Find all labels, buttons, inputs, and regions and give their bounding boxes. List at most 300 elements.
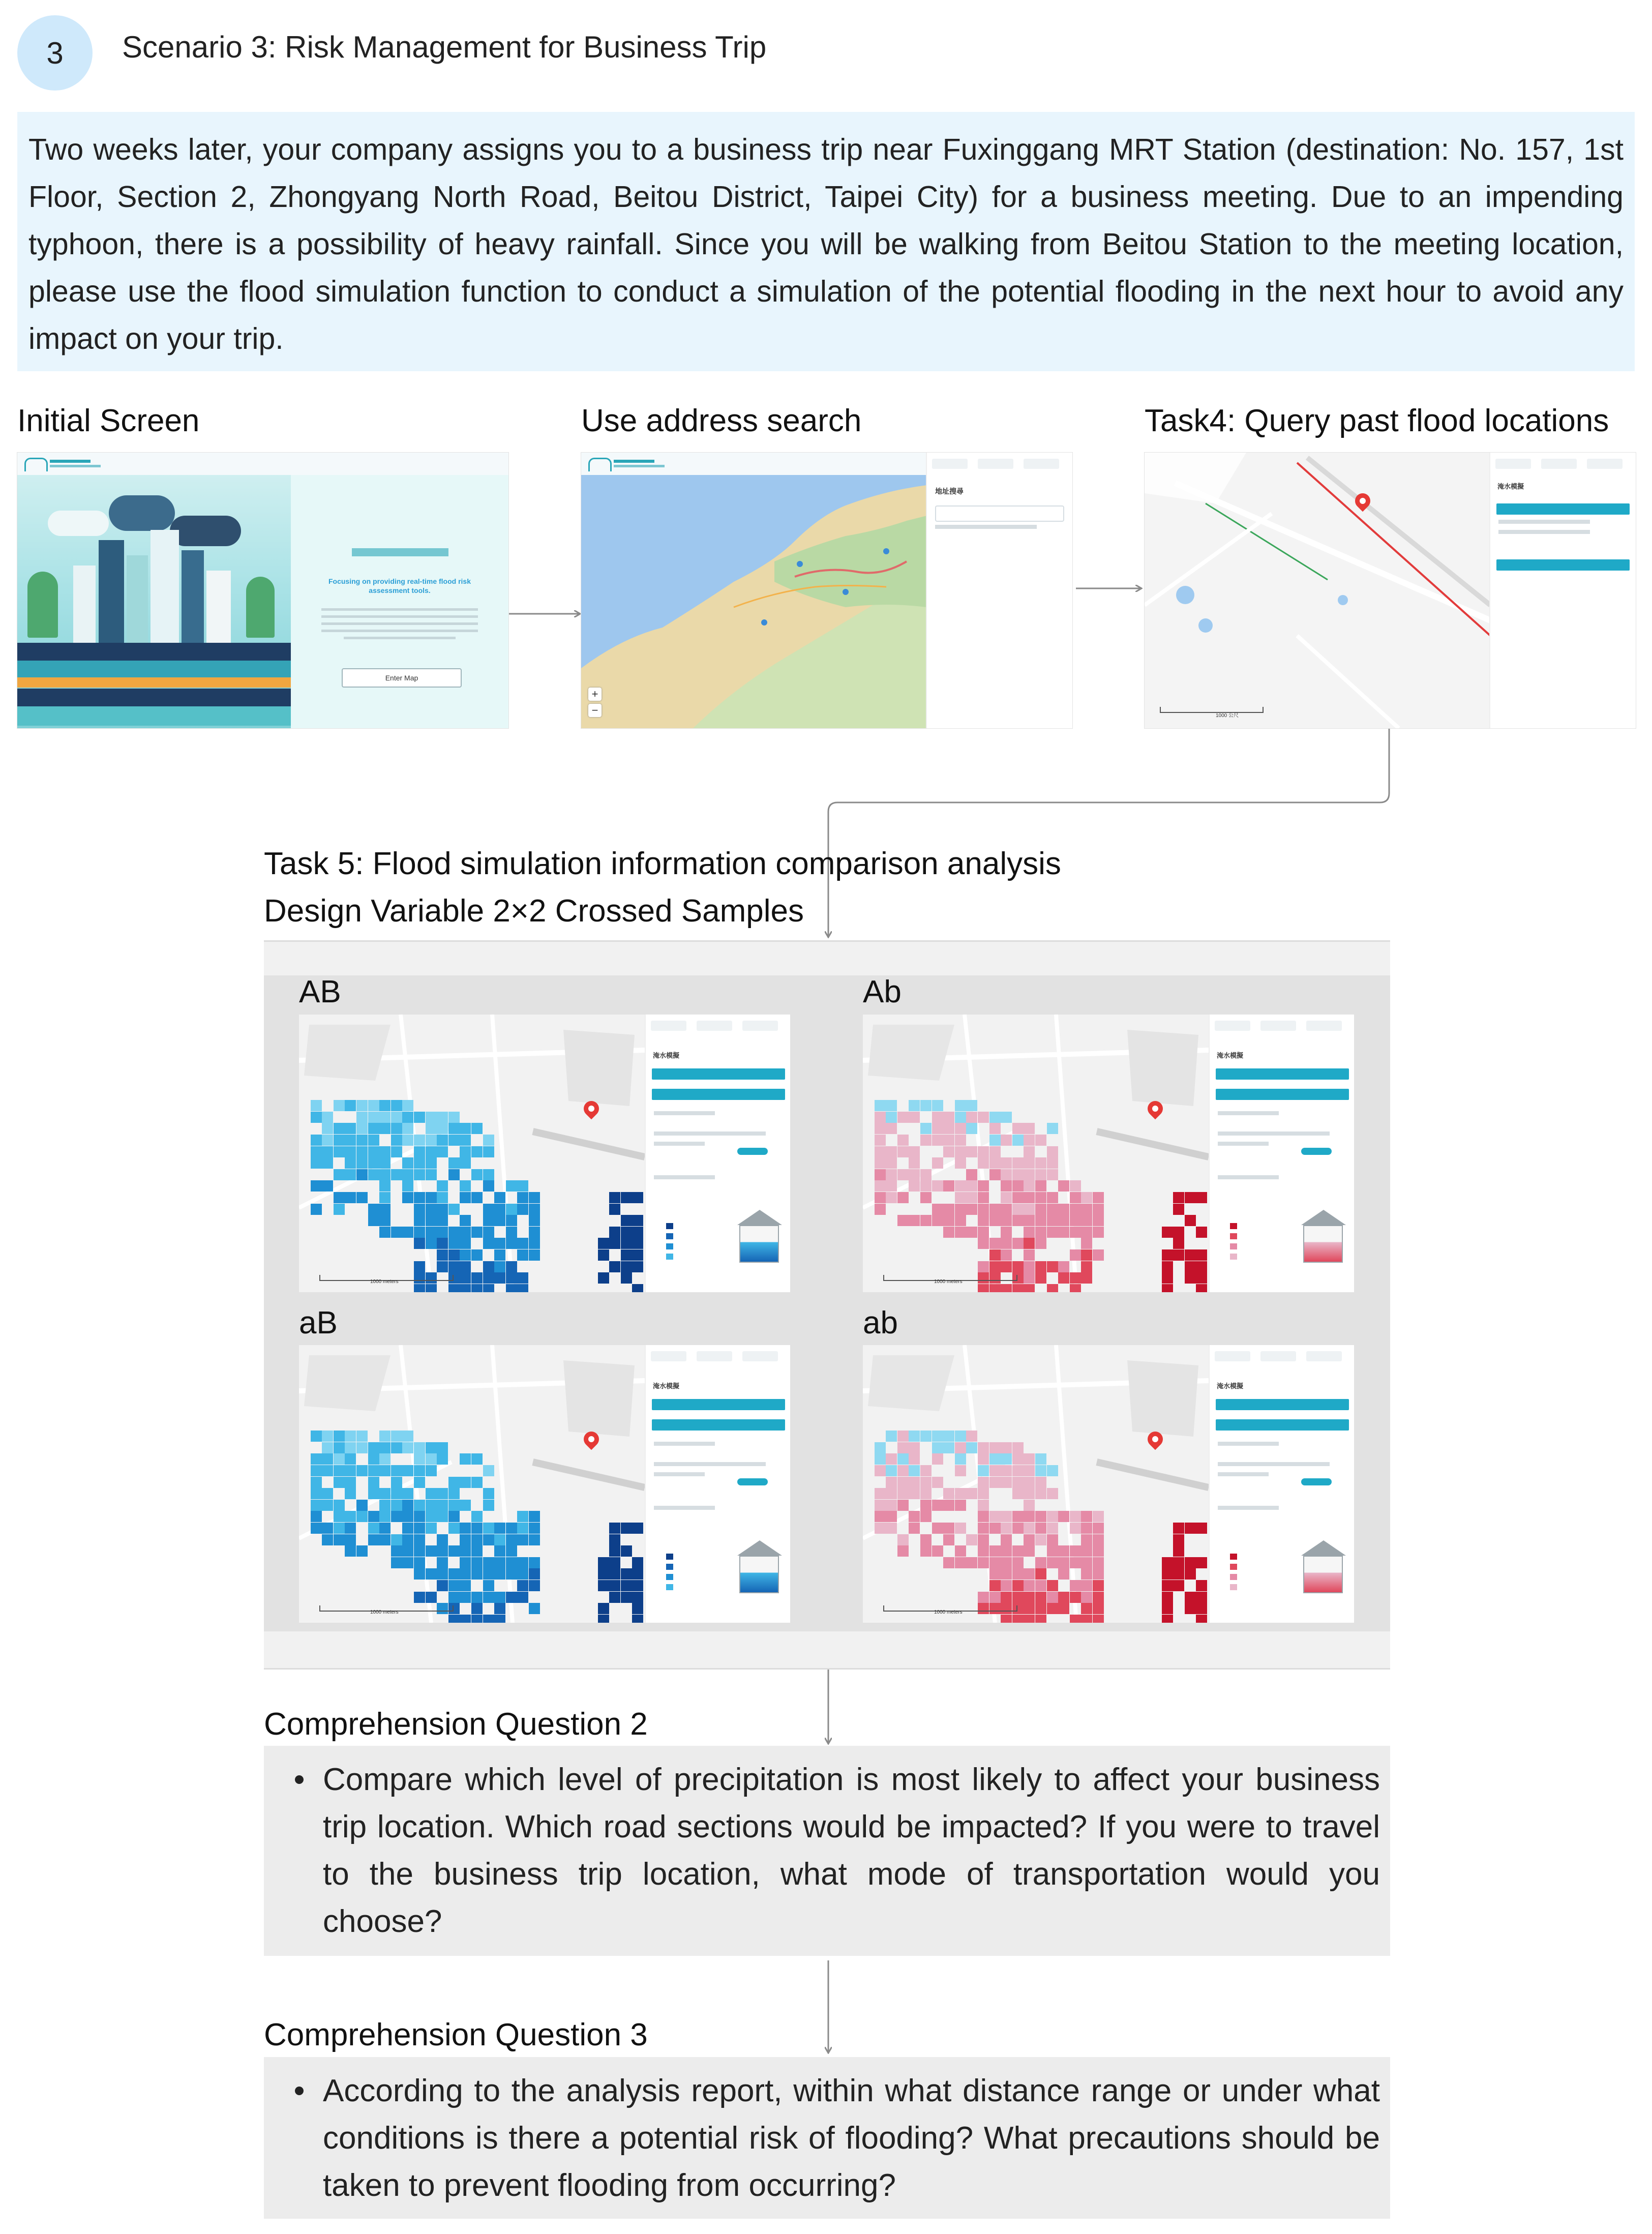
flood-cell: [391, 1534, 402, 1545]
flood-cell: [311, 1112, 322, 1123]
house-logo-icon: [588, 458, 612, 471]
flood-cell: [1196, 1557, 1207, 1568]
flood-cell: [494, 1192, 505, 1203]
flood-cell: [426, 1568, 437, 1580]
flood-cell: [1001, 1545, 1012, 1557]
flood-cell: [379, 1534, 391, 1545]
flood-cell: [955, 1465, 966, 1476]
flood-cell: [471, 1615, 483, 1623]
flood-cell: [437, 1534, 448, 1545]
flood-cell: [402, 1431, 413, 1442]
flood-cell: [311, 1146, 322, 1157]
flood-cell: [1012, 1238, 1024, 1249]
flood-cell: [517, 1568, 528, 1580]
flood-cell: [955, 1135, 966, 1146]
analysis-tab[interactable]: [742, 1351, 778, 1361]
flood-cell: [1081, 1523, 1092, 1534]
flood-cell: [1058, 1215, 1069, 1226]
flood-cell: [1093, 1603, 1104, 1614]
flood-cell: [460, 1180, 471, 1192]
flood-cell: [471, 1284, 483, 1292]
analysis-tab[interactable]: [742, 1021, 778, 1031]
flood-cell: [875, 1135, 886, 1146]
flood-cell: [494, 1568, 505, 1580]
flood-cell: [920, 1534, 932, 1545]
search-tab[interactable]: [1495, 459, 1531, 469]
flood-cell: [1035, 1169, 1046, 1180]
flood-cell: [517, 1580, 528, 1591]
flood-cell: [483, 1523, 494, 1534]
flood-cell: [886, 1523, 897, 1534]
flood-simulation-header[interactable]: [652, 1089, 785, 1100]
flood-cell: [460, 1545, 471, 1557]
flood-cell: [471, 1557, 483, 1568]
flood-cell: [1024, 1192, 1035, 1203]
flood-cell: [966, 1169, 977, 1180]
flood-cell: [932, 1523, 943, 1534]
simulate-button[interactable]: [737, 1148, 768, 1155]
flood-cell: [426, 1453, 437, 1465]
flood-cell: [483, 1488, 494, 1499]
flood-cell: [1001, 1477, 1012, 1488]
simulate-button[interactable]: [737, 1478, 768, 1485]
flood-cell: [1070, 1284, 1081, 1292]
flood-cell: [1035, 1568, 1046, 1580]
flood-cell: [875, 1500, 886, 1511]
flood-cell: [1024, 1545, 1035, 1557]
search-tab[interactable]: [1215, 1021, 1250, 1031]
flood-cell: [448, 1568, 460, 1580]
flood-cell: [345, 1192, 356, 1203]
legend-swatch: [666, 1554, 673, 1560]
flood-cell: [426, 1169, 437, 1180]
flood-cell: [356, 1123, 368, 1134]
flood-cell: [875, 1169, 886, 1180]
flood-cell: [471, 1523, 483, 1534]
flood-cell: [932, 1215, 943, 1226]
flood-cell: [517, 1523, 528, 1534]
flood-cell: [909, 1157, 920, 1169]
flood-cell: [1035, 1227, 1046, 1238]
flood-section-header[interactable]: [652, 1399, 785, 1410]
flood-cell: [506, 1557, 517, 1568]
flood-cell: [966, 1227, 977, 1238]
flood-simulation-header[interactable]: [1496, 559, 1630, 571]
zoom-in-button[interactable]: +: [588, 688, 602, 701]
flood-cell: [1058, 1592, 1069, 1603]
brand-mark: [614, 460, 654, 463]
flood-cell: [1012, 1123, 1024, 1134]
flood-cell: [402, 1135, 413, 1146]
legend-swatch: [666, 1233, 673, 1239]
flood-cell: [955, 1557, 966, 1568]
flood-cell: [368, 1146, 379, 1157]
legend-swatch: [1230, 1574, 1237, 1580]
flood-cell: [1035, 1603, 1046, 1614]
flood-cell: [322, 1180, 333, 1192]
flood-cell: [1093, 1249, 1104, 1261]
flood-cell: [1081, 1592, 1092, 1603]
flood-cell: [1081, 1534, 1092, 1545]
flood-cell: [1012, 1215, 1024, 1226]
flood-cell: [1047, 1465, 1058, 1476]
flood-cell: [483, 1169, 494, 1180]
flood-cell: [1070, 1580, 1081, 1591]
scale-bar-label: 1000 公尺: [1216, 713, 1239, 719]
flood-cell: [402, 1192, 413, 1203]
flood-cell: [334, 1442, 345, 1453]
flood-cell: [1024, 1284, 1035, 1292]
flood-cell: [1162, 1615, 1173, 1623]
flood-cell: [1035, 1557, 1046, 1568]
analysis-tab[interactable]: [1024, 459, 1059, 469]
flood-cell: [1012, 1157, 1024, 1169]
flood-cell: [1012, 1453, 1024, 1465]
flood-cell: [1035, 1192, 1046, 1203]
flood-cell: [1058, 1545, 1069, 1557]
flood-cell: [426, 1112, 437, 1123]
flood-cell: [1081, 1227, 1092, 1238]
search-tab[interactable]: [651, 1021, 686, 1031]
flood-cell: [368, 1135, 379, 1146]
flood-cell: [1024, 1477, 1035, 1488]
flood-cell: [448, 1249, 460, 1261]
flood-cell: [1058, 1511, 1069, 1522]
flood-cell: [494, 1249, 505, 1261]
search-tab[interactable]: [1215, 1351, 1250, 1361]
flood-simulation-header[interactable]: [1216, 1419, 1349, 1431]
flood-cell: [414, 1500, 425, 1511]
analysis-tab[interactable]: [1306, 1351, 1342, 1361]
flood-cell: [414, 1453, 425, 1465]
flood-cell: [920, 1500, 932, 1511]
street-map[interactable]: [1145, 453, 1490, 728]
flood-cell: [978, 1180, 989, 1192]
scale-bar-label: 1000 meters: [370, 1610, 399, 1615]
enter-map-button[interactable]: Enter Map: [342, 668, 462, 688]
flood-cell: [426, 1146, 437, 1157]
flood-cell: [989, 1249, 1001, 1261]
flood-cell: [1035, 1534, 1046, 1545]
flood-cell: [886, 1112, 897, 1123]
flood-tab[interactable]: [1260, 1351, 1296, 1361]
flood-cell: [1001, 1180, 1012, 1192]
legend-swatch: [1230, 1254, 1237, 1260]
flood-cell: [943, 1227, 954, 1238]
flood-cell: [494, 1523, 505, 1534]
flood-cell: [1047, 1123, 1058, 1134]
flood-cell: [609, 1238, 620, 1249]
flood-cell: [1012, 1511, 1024, 1522]
flood-cell: [379, 1511, 391, 1522]
house-depth-icon: [1303, 1556, 1343, 1593]
flood-map[interactable]: [863, 1015, 1209, 1292]
flood-cell: [1024, 1272, 1035, 1284]
flood-cell: [391, 1227, 402, 1238]
flood-cell: [1001, 1615, 1012, 1623]
flood-cell: [506, 1545, 517, 1557]
flood-cell: [437, 1215, 448, 1226]
flood-cell: [989, 1511, 1001, 1522]
flood-cell: [909, 1442, 920, 1453]
flood-cell: [448, 1615, 460, 1623]
flood-cell: [609, 1192, 620, 1203]
flood-cell: [978, 1442, 989, 1453]
flood-cell: [1012, 1442, 1024, 1453]
flood-cell: [897, 1453, 909, 1465]
zoom-out-button[interactable]: −: [588, 704, 602, 717]
flood-cell: [955, 1123, 966, 1134]
flood-cell: [1001, 1238, 1012, 1249]
flood-cell: [460, 1580, 471, 1591]
flood-cell: [368, 1511, 379, 1522]
app-header: [581, 453, 927, 476]
analysis-tab[interactable]: [1306, 1021, 1342, 1031]
flood-cell: [920, 1215, 932, 1226]
flood-cell: [334, 1500, 345, 1511]
flood-cell: [414, 1146, 425, 1157]
flood-tab[interactable]: [1260, 1021, 1296, 1031]
flood-cell: [1001, 1249, 1012, 1261]
flood-cell: [506, 1238, 517, 1249]
flood-cell: [414, 1112, 425, 1123]
flood-cell: [379, 1100, 391, 1111]
flood-section-header[interactable]: [1216, 1068, 1349, 1080]
flood-cell: [529, 1603, 540, 1614]
legend-swatch: [666, 1574, 673, 1580]
flood-cell: [402, 1534, 413, 1545]
flood-cell: [920, 1431, 932, 1442]
flood-cell: [955, 1442, 966, 1453]
flood-tab[interactable]: [1541, 459, 1577, 469]
flood-cell: [391, 1557, 402, 1568]
flood-cell: [1035, 1580, 1046, 1591]
flood-cell: [989, 1523, 1001, 1534]
flood-cell: [966, 1442, 977, 1453]
flood-cell: [1173, 1227, 1184, 1238]
flood-cell: [932, 1204, 943, 1215]
flood-cell: [345, 1157, 356, 1169]
flood-cell: [1047, 1523, 1058, 1534]
flood-cell: [886, 1511, 897, 1522]
flood-cell: [978, 1146, 989, 1157]
flood-cell: [379, 1146, 391, 1157]
simulate-button[interactable]: [1301, 1478, 1332, 1485]
flood-cell: [311, 1431, 322, 1442]
flood-cell: [1001, 1568, 1012, 1580]
simulate-button[interactable]: [1301, 1148, 1332, 1155]
flood-cell: [356, 1545, 368, 1557]
search-tab[interactable]: [651, 1351, 686, 1361]
flood-cell: [1173, 1238, 1184, 1249]
flood-cell: [1058, 1272, 1069, 1284]
flood-cell: [909, 1431, 920, 1442]
flood-cell: [1196, 1272, 1207, 1284]
flood-simulation-header[interactable]: [1216, 1089, 1349, 1100]
flood-cell: [989, 1146, 1001, 1157]
flood-cell: [437, 1192, 448, 1203]
flood-cell: [379, 1442, 391, 1453]
flood-cell: [379, 1227, 391, 1238]
flood-cell: [1035, 1261, 1046, 1272]
flood-cell: [506, 1227, 517, 1238]
flood-cell: [1035, 1180, 1046, 1192]
flood-cell: [1012, 1204, 1024, 1215]
flood-cell: [483, 1204, 494, 1215]
flood-cell: [897, 1465, 909, 1476]
flood-cell: [1035, 1511, 1046, 1522]
flood-cell: [966, 1146, 977, 1157]
flood-cell: [1012, 1592, 1024, 1603]
flood-cell: [322, 1465, 333, 1476]
flood-cell: [379, 1169, 391, 1180]
flood-cell: [1185, 1215, 1196, 1226]
flood-cell: [356, 1442, 368, 1453]
flood-cell: [1035, 1238, 1046, 1249]
flood-cell: [598, 1603, 609, 1614]
flood-cell: [402, 1123, 413, 1134]
flood-cell: [1093, 1592, 1104, 1603]
quadrant-label-aB: aB: [299, 1305, 338, 1341]
flood-cell: [460, 1261, 471, 1272]
flood-panel-title: 淹水模擬: [1217, 1052, 1244, 1059]
flood-cell: [414, 1477, 425, 1488]
taiwan-map[interactable]: [581, 475, 927, 728]
flood-cell: [1035, 1453, 1046, 1465]
flood-cell: [1024, 1227, 1035, 1238]
flood-cell: [909, 1169, 920, 1180]
flood-cell: [494, 1238, 505, 1249]
flood-cell: [875, 1112, 886, 1123]
flood-tab[interactable]: [697, 1021, 732, 1031]
flood-tab[interactable]: [697, 1351, 732, 1361]
flood-cell: [391, 1511, 402, 1522]
flood-cell: [1173, 1523, 1184, 1534]
flood-cell: [1001, 1112, 1012, 1123]
flood-map[interactable]: [299, 1015, 645, 1292]
flood-cell: [426, 1192, 437, 1203]
flood-tab[interactable]: [978, 459, 1013, 469]
flood-cell: [1185, 1261, 1196, 1272]
flood-cell: [1173, 1545, 1184, 1557]
flood-cell: [955, 1100, 966, 1111]
flood-cell: [943, 1488, 954, 1499]
flood-cell: [886, 1192, 897, 1203]
flood-cell: [609, 1227, 620, 1238]
flood-cell: [609, 1592, 620, 1603]
flood-cell: [875, 1442, 886, 1453]
quadrant-label-AB: AB: [299, 974, 341, 1009]
flood-cell: [1001, 1511, 1012, 1522]
flood-cell: [426, 1500, 437, 1511]
flood-cell: [978, 1545, 989, 1557]
flood-cell: [897, 1534, 909, 1545]
flood-cell: [391, 1100, 402, 1111]
flood-section-header[interactable]: [652, 1068, 785, 1080]
flood-cell: [379, 1465, 391, 1476]
flood-cell: [932, 1100, 943, 1111]
flood-cell: [448, 1284, 460, 1292]
flood-cell: [1196, 1580, 1207, 1591]
flood-map[interactable]: [299, 1345, 645, 1623]
flood-cell: [943, 1180, 954, 1192]
scenario-description: Two weeks later, your company assigns you to a business trip near Fuxinggang MRT Station (destination: No. 157, 1st Floor, Section 2, Zhongyang North Road, Beitou District, Taipei City) for a business meeting. Due to an impending typhoon, there is a possibility of heavy rainfall. Since you will be walking from Beitou Station to the meeting location, please use the flood simulation function to conduct a simulation of the potential flooding in the next hour to avoid any impact on your trip.: [28, 133, 1624, 355]
flood-section-header[interactable]: [1496, 503, 1630, 515]
flood-cell: [529, 1227, 540, 1238]
flood-cell: [322, 1112, 333, 1123]
flood-cell: [1012, 1568, 1024, 1580]
flood-cell: [437, 1545, 448, 1557]
flood-cell: [1047, 1261, 1058, 1272]
flood-cell: [345, 1123, 356, 1134]
flood-cell: [517, 1592, 528, 1603]
quadrant-AB-screenshot: [299, 1015, 790, 1292]
flood-cell: [471, 1477, 483, 1488]
flood-cell: [1024, 1534, 1035, 1545]
flood-cell: [437, 1146, 448, 1157]
flood-cell: [1035, 1465, 1046, 1476]
flood-cell: [875, 1204, 886, 1215]
flood-cell: [345, 1442, 356, 1453]
flood-cell: [494, 1272, 505, 1284]
flood-cell: [379, 1500, 391, 1511]
flood-cell: [1024, 1603, 1035, 1614]
flood-cell: [1058, 1603, 1069, 1614]
flood-cell: [1047, 1603, 1058, 1614]
flood-cell: [1070, 1180, 1081, 1192]
flood-cell: [621, 1523, 632, 1534]
flood-cell: [1001, 1557, 1012, 1568]
flood-cell: [1093, 1511, 1104, 1522]
address-search-input[interactable]: [935, 505, 1064, 522]
flood-cell: [1185, 1272, 1196, 1284]
flood-cell: [471, 1146, 483, 1157]
flood-cell: [1070, 1215, 1081, 1226]
flood-cell: [875, 1465, 886, 1476]
flood-cell: [426, 1523, 437, 1534]
search-tab[interactable]: [932, 459, 968, 469]
flood-cell: [1162, 1568, 1173, 1580]
flood-cell: [909, 1453, 920, 1465]
flood-simulation-header[interactable]: [652, 1419, 785, 1431]
flood-section-header[interactable]: [1216, 1399, 1349, 1410]
flood-cell: [1162, 1580, 1173, 1591]
flood-cell: [483, 1592, 494, 1603]
flood-cell: [483, 1580, 494, 1591]
flood-cell: [379, 1431, 391, 1442]
flood-cell: [1185, 1523, 1196, 1534]
analysis-tab[interactable]: [1587, 459, 1623, 469]
flood-cell: [875, 1180, 886, 1192]
flood-cell: [920, 1465, 932, 1476]
flood-cell: [426, 1284, 437, 1292]
flood-cell: [334, 1477, 345, 1488]
house-icon: [1301, 1540, 1346, 1556]
flood-cell: [437, 1453, 448, 1465]
flood-cell: [437, 1135, 448, 1146]
flood-cell: [437, 1180, 448, 1192]
flood-cell: [1001, 1227, 1012, 1238]
legend-swatch: [666, 1564, 673, 1570]
flood-cell: [1196, 1523, 1207, 1534]
flood-cell: [391, 1442, 402, 1453]
flood-cell: [471, 1603, 483, 1614]
flood-cell: [414, 1157, 425, 1169]
flood-cell: [621, 1261, 632, 1272]
legend-swatch: [1230, 1584, 1237, 1590]
flood-cell: [1024, 1204, 1035, 1215]
flood-map[interactable]: [863, 1345, 1209, 1623]
